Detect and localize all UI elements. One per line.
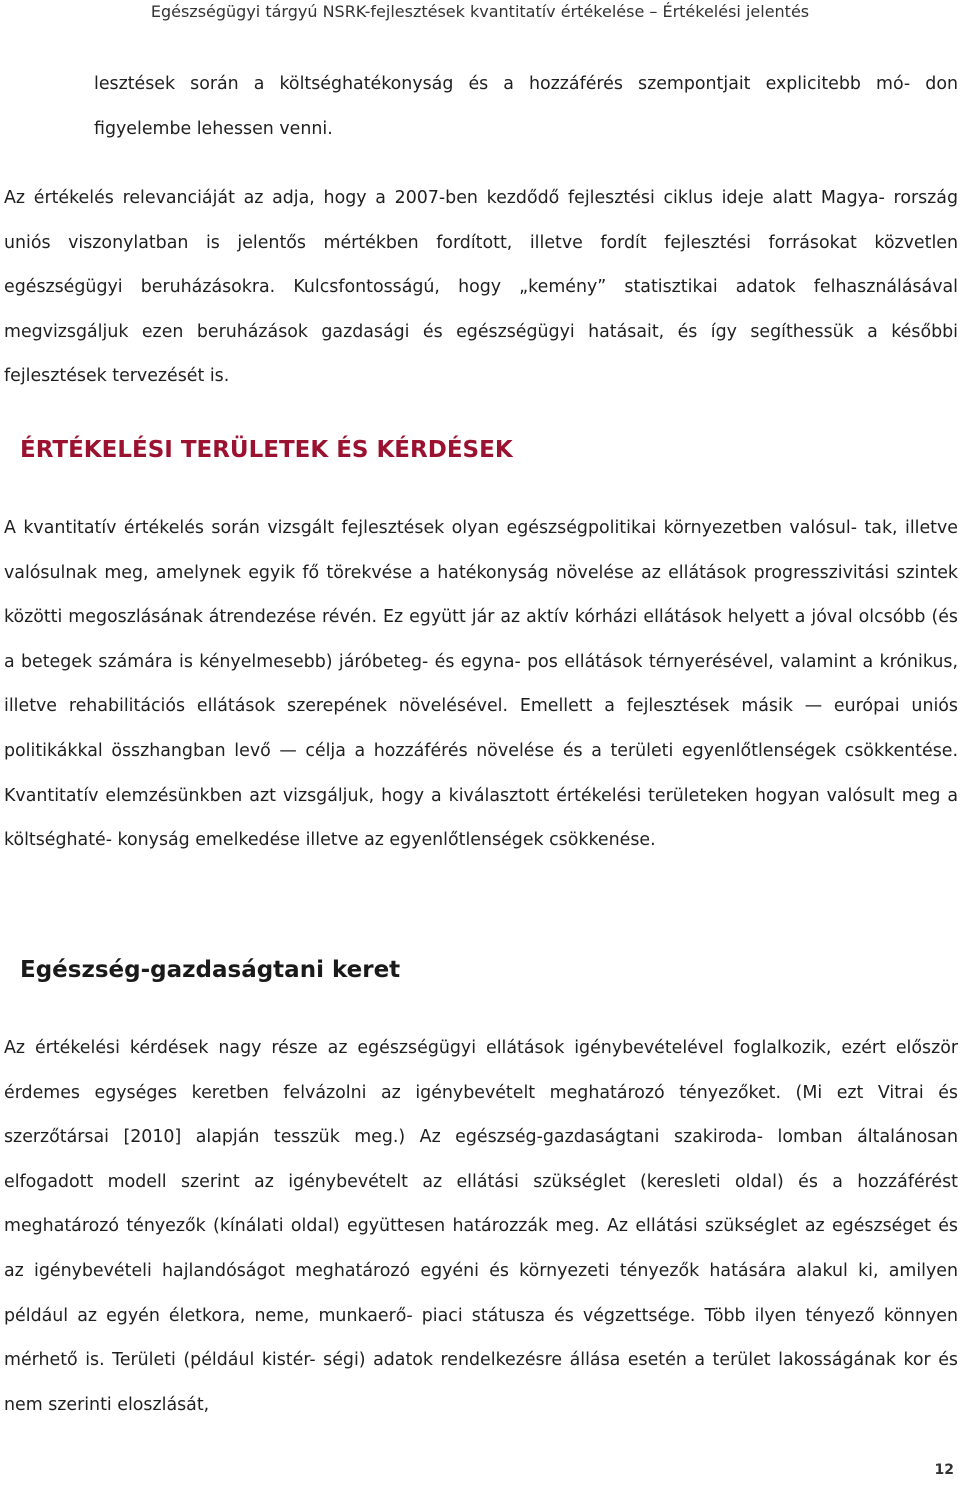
paragraph-continuation: lesztések során a költséghatékonyság és a hozzáférés szempontjait explicitebb mó- don figyelembe lehessen venni. <box>94 74 958 139</box>
running-header: Egészségügyi tárgyú NSRK-fejlesztések kvantitatív értékelése – Értékelési jelentés <box>150 2 810 21</box>
paragraph-framework: Az értékelési kérdések nagy része az egészségügyi ellátások igénybevételével foglalkozik, ezért először érdemes egységes keretben felvázolni az igénybevételt meghatározó tényezőket. (Mi ezt Vitrai és szerzőtársai [2010] alapján tesszük meg.) Az egészség-gazdaságtani szakiroda- lomban általánosan elfogadott modell szerint az igénybevételt az ellátási szükséglet (keresleti oldal) és a hozzáférést meghatározó tényezők (kínálati oldal) együttesen határozzák meg. Az ellátási szükséglet az egészséget és az igénybevételi hajlandóságot meghatározó egyéni és környezeti tényezők hatására alakul ki, amilyen például az egyén életkora, neme, munkaerő- piaci státusza és végzettsége. Több ilyen tényező könnyen mérhető is. Területi (például kistér- ségi) adatok rendelkezésre állása esetén a terület lakosságának kor és nem szerinti eloszlását, <box>4 1038 958 1415</box>
subsection-heading: Egészség-gazdaságtani keret <box>20 957 401 983</box>
section-heading: ÉRTÉKELÉSI TERÜLETEK ÉS KÉRDÉSEK <box>20 437 513 463</box>
paragraph-context: A kvantitatív értékelés során vizsgált fejlesztések olyan egészségpolitikai környezetben valósul- tak, illetve valósulnak meg, amelynek egyik fő törekvése a hatékonyság növelése az ellátások progresszivitási szintek közötti megoszlásának átrendezése révén. Ez együtt jár az aktív kórházi ellátások helyett a jóval olcsóbb (és a betegek számára is kényelmesebb) járóbeteg- és egyna- pos ellátások térnyerésével, valamint a krónikus, illetve rehabilitációs ellátások szerepének növelésével. Emellett a fejlesztések másik — európai uniós politikákkal összhangban levő — célja a hozzáférés növelése és a területi egyenlőtlenségek csökkentése. Kvantitatív elemzésünkben azt vizsgáljuk, hogy a kiválasztott értékelési területeken hogyan valósult meg a költséghaté- konyság emelkedése illetve az egyenlőtlenségek csökkenése. <box>4 518 958 851</box>
paragraph-relevance: Az értékelés relevanciáját az adja, hogy a 2007-ben kezdődő fejlesztési ciklus ideje alatt Magya- rország uniós viszonylatban is jelentős mértékben fordított, illetve fordít fejlesztési forrásokat közvetlen egészségügyi beruházásokra. Kulcsfontosságú, hogy „kemény” statisztikai adatok felhasználásával megvizsgáljuk ezen beruházások gazdasági és egészségügyi hatásait, és így segíthessük a későbbi fejlesztések tervezését is. <box>4 188 958 387</box>
page-number: 12 <box>934 1462 954 1478</box>
